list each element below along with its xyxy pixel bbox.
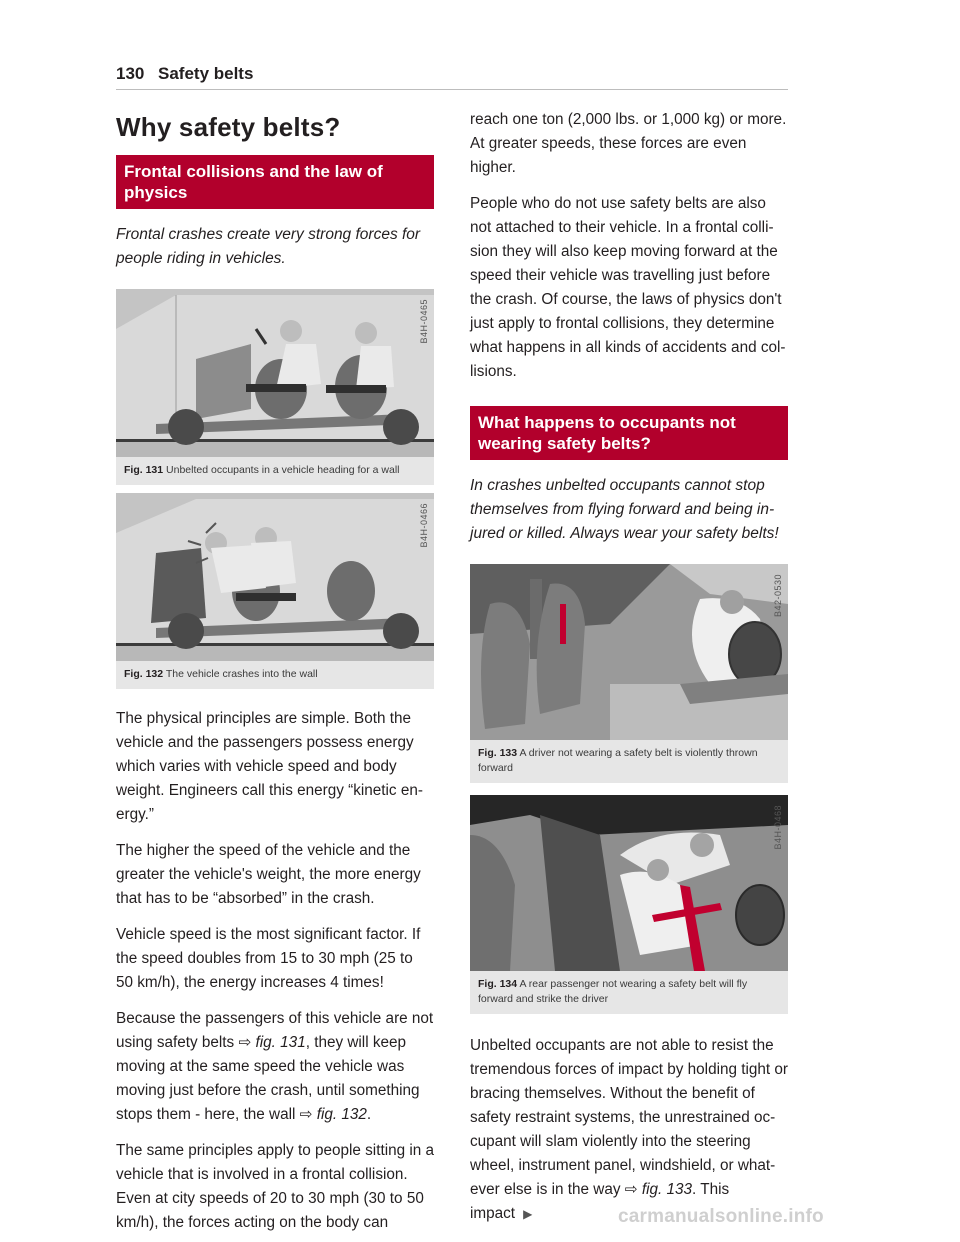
right-paragraph-3-a: Unbelted occupants are not able to resist the tremendous forces of impact by holding tight or bracing themselves. Without the benefit of safety restraint systems, the unrestrained oc-cupant will slam violently into the steering wheel, instrument panel, windshield, or what-ever else is in the way [470,1037,789,1198]
left-paragraph-4-a: Because the passengers of this vehicle are not using safety belts [116,1010,434,1051]
rear-passenger-strikes-driver-illustration [470,795,788,971]
right-column [470,108,788,1226]
section-intro: Frontal crashes create very strong forces for people riding in vehicles. [116,226,421,267]
section-title: Safety belts [158,64,254,83]
section-heading-frontal-collisions: Frontal collisions and the law of physics [116,155,434,209]
left-paragraph-4 [116,1007,434,1127]
figure-133-code: B42-0530 [773,574,783,618]
figure-131-caption [116,457,434,485]
figure-133-caption [470,740,788,783]
figure-131-image [116,289,434,457]
figure-134-caption-text: A rear passenger not wearing a safety belt will fly forward and strike the driver [478,978,748,1005]
page-header [116,62,788,90]
right-paragraph-2: People who do not use safety belts are also not attached to their vehicle. In a frontal colli-sion they will also keep moving forward at the speed their vehicle was travelling just before the crash. Of course, the laws of physics don't just apply to frontal collisions, they determine what happens in all kinds of accidents and col-lisions. [470,195,786,380]
xref-fig-131[interactable]: ⇨ fig. 131 [238,1034,306,1051]
figure-132 [116,493,434,689]
left-paragraph-1: The physical principles are simple. Both the vehicle and the passengers possess energy which varies with vehicle speed and body weight. Engineers call this energy “kinetic en-ergy.” [116,710,423,823]
left-paragraph-3: Vehicle speed is the most significant factor. If the speed doubles from 15 to 30 mph (25 to 50 km/h), the energy increases 4 times! [116,926,421,991]
xref-fig-132[interactable]: ⇨ fig. 132 [299,1106,367,1123]
section-heading-unbelted-occupants: What happens to occupants not wearing safety belts? [470,406,788,460]
figure-131-label: Fig. 131 [124,464,164,476]
vehicle-crash-illustration [116,493,434,661]
figure-134-caption [470,971,788,1014]
figure-134-image [470,795,788,971]
right-paragraph-1: reach one ton (2,000 lbs. or 1,000 kg) or more. At greater speeds, these forces are even higher. [470,111,787,176]
left-column [116,108,434,1235]
figure-131 [116,289,434,485]
watermark: carmanualsonline.info [618,1206,824,1227]
unbelted-occupants-illustration [116,289,434,457]
figure-132-caption [116,661,434,689]
figure-134 [470,795,788,1014]
left-paragraph-2: The higher the speed of the vehicle and the greater the vehicle's weight, the more energy that has to be “absorbed” in the crash. [116,842,421,907]
figure-132-caption-text: The vehicle crashes into the wall [165,668,318,680]
figure-132-label: Fig. 132 [124,668,164,680]
figure-134-label: Fig. 134 [478,978,518,990]
figure-133 [470,564,788,783]
left-paragraph-4-c: . [366,1106,372,1123]
left-paragraph-4-b: , they will keep moving at the same speed the vehicle was moving just before the crash, until something stops them - here, the wall [116,1034,420,1123]
figure-131-code: B4H-0465 [419,299,429,344]
figure-131-caption-text: Unbelted occupants in a vehicle heading for a wall [166,464,400,476]
page-number: 130 [116,64,145,83]
left-paragraph-5: The same principles apply to people sitting in a vehicle that is involved in a frontal collision. Even at city speeds of 20 to 30 mph (30 to 50 km/h), the forces acting on the body can [116,1142,435,1231]
main-heading: Why safety belts? [116,112,341,142]
figure-133-caption-text: A driver not wearing a safety belt is violently thrown forward [478,747,758,774]
figure-134-code: B4H-0468 [773,805,783,850]
figure-133-image [470,564,788,740]
xref-fig-133[interactable]: ⇨ fig. 133 [624,1181,692,1198]
section-2-intro: In crashes unbelted occupants cannot stop themselves from flying forward and being in-jured or killed. Always wear your safety belts! [470,477,779,542]
right-paragraph-3-b: . This impact [470,1181,730,1222]
continue-arrow-icon: ▶ [523,1207,533,1221]
right-paragraph-3 [470,1034,788,1226]
figure-133-label: Fig. 133 [478,747,518,759]
figure-132-image [116,493,434,661]
driver-thrown-forward-illustration [470,564,788,740]
figure-132-code: B4H-0466 [419,503,429,548]
